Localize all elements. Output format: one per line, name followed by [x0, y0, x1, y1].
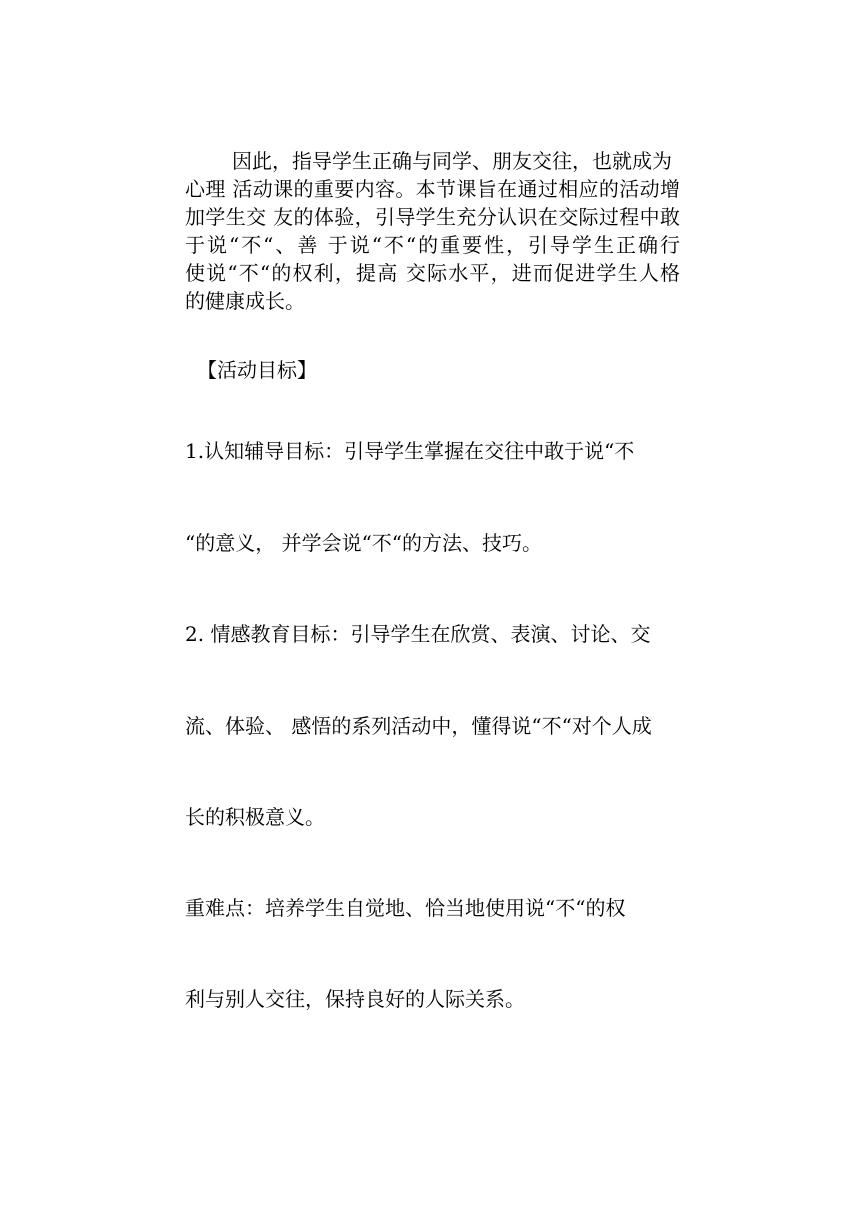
goal-2-line-3: 长的积极意义。 [185, 805, 325, 829]
goal-1-line-1: 1.认知辅导目标：引导学生掌握在交往中敢于说“不 [185, 439, 635, 463]
intro-line-1: 因此，指导学生正确与同学、朋友交往，也就成为 [232, 149, 672, 173]
intro-line-3: 加学生交 友的体验，引导学生充分认识在交际过程中敢 [185, 205, 680, 229]
section-heading: 【活动目标】 [197, 358, 317, 382]
intro-line-5: 使说“不“的权利，提高 交际水平，进而促进学生人格 [185, 261, 680, 285]
intro-line-4: 于说“不“、善 于说“不“的重要性，引导学生正确行 [185, 233, 680, 257]
key-points-line-1: 重难点：培养学生自觉地、恰当地使用说“不“的权 [185, 896, 626, 920]
key-points-line-2: 利与别人交往，保持良好的人际关系。 [185, 987, 525, 1011]
goal-2-line-2: 流、体验、 感悟的系列活动中，懂得说“不“对个人成 [185, 714, 652, 738]
intro-line-2: 心理 活动课的重要内容。本节课旨在通过相应的活动增 [185, 177, 680, 201]
goal-2-line-1: 2. 情感教育目标：引导学生在欣赏、表演、讨论、交 [185, 622, 651, 646]
goal-1-line-2: “的意义， 并学会说“不“的方法、技巧。 [185, 531, 543, 555]
intro-line-6: 的健康成长。 [185, 289, 305, 313]
